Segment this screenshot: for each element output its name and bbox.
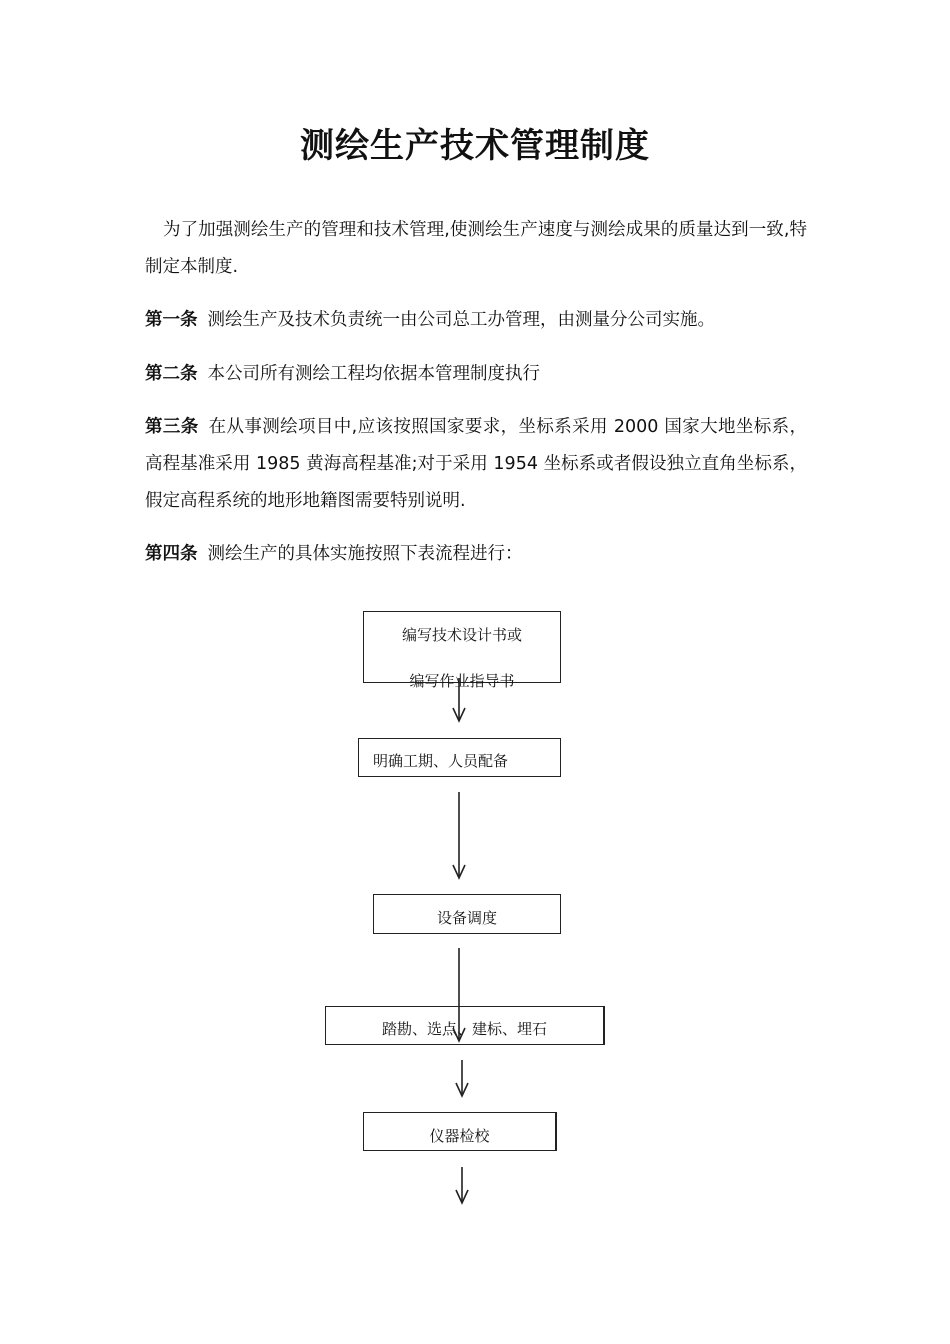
flow-arrow-2 xyxy=(453,792,465,878)
flow-step-1-line-1: 编写技术设计书或 xyxy=(401,626,522,644)
article-3-text: 在从事测绘项目中,应该按照国家要求，坐标系采用 2000 国家大地坐标系，高程基准采用 1985 黄海高程基准;对于采用 1954 坐标系或者假设独立直角坐标系，假定高程系统的地形地籍图需要特别说明. xyxy=(145,417,807,511)
flow-step-1-line-2: 编写作业指导书 xyxy=(409,672,515,690)
article-4-text: 测绘生产的具体实施按照下表流程进行： xyxy=(207,544,523,564)
flow-arrow-3 xyxy=(453,948,465,1041)
flow-step-survey-marking: 踏勘、选点、建标、埋石 xyxy=(325,1006,605,1045)
article-2-text: 本公司所有测绘工程均依据本管理制度执行 xyxy=(207,364,540,384)
article-1-label: 第一条 xyxy=(145,310,198,330)
intro-paragraph: 为了加强测绘生产的管理和技术管理,使测绘生产速度与测绘成果的质量达到一致,特制定本制度. xyxy=(145,220,807,277)
flow-step-schedule-staffing: 明确工期、人员配备 xyxy=(358,738,561,777)
flow-arrow-5 xyxy=(456,1167,468,1203)
flow-arrow-4 xyxy=(456,1060,468,1096)
page-title: 测绘生产技术管理制度 xyxy=(300,126,650,166)
flow-step-equipment-dispatch: 设备调度 xyxy=(373,894,561,934)
article-4-label: 第四条 xyxy=(145,544,198,564)
flow-step-instrument-calibration: 仪器检校 xyxy=(363,1112,557,1151)
article-2-label: 第二条 xyxy=(145,364,198,384)
article-1-text: 测绘生产及技术负责统一由公司总工办管理，由测量分公司实施。 xyxy=(207,310,715,330)
flow-arrow-1 xyxy=(453,678,465,721)
article-3-label: 第三条 xyxy=(145,417,199,437)
